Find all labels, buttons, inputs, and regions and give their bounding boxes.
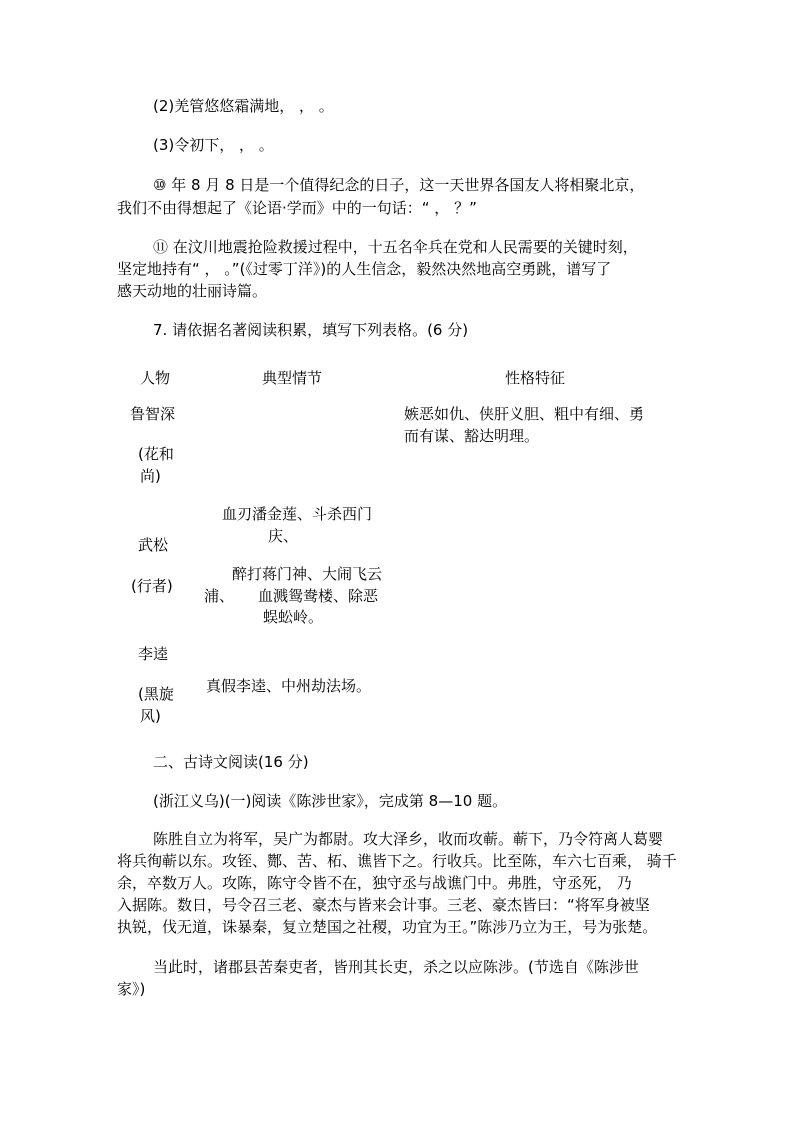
row2-name: 武松 xyxy=(138,536,169,554)
row3-alias-a: (黑旋 xyxy=(138,685,174,703)
passage-line: 余，卒数万人。攻陈，陈守令皆不在，独守丞与战谯门中。弗胜，守丞死， 乃 xyxy=(117,874,632,892)
passage-paragraph-2 xyxy=(117,956,692,1000)
question-11-line-b: 坚定地持有“ ， 。”(《过零丁洋》)的人生信念，毅然决然地高空勇跳，谱写了 xyxy=(117,260,612,278)
row1-alias-a: (花和 xyxy=(138,445,174,463)
row1-alias-b: 尚) xyxy=(140,467,161,485)
row2-plot-d1: 浦、 xyxy=(204,587,235,605)
row3-alias-b: 风) xyxy=(140,707,161,725)
row1-name: 鲁智深 xyxy=(130,405,176,423)
passage-line: 家》) xyxy=(117,980,146,998)
row2-alias: (行者) xyxy=(131,577,173,595)
poem-line-2: (2)羌管悠悠霜满地， ， 。 xyxy=(153,97,334,115)
passage-paragraph-1 xyxy=(117,828,692,938)
question-7: 7. 请依据名著阅读积累，填写下列表格。(6 分) xyxy=(153,321,469,339)
passage-line: 当此时，诸郡县苦秦吏者，皆刑其长吏，杀之以应陈涉。(节选自《陈涉世 xyxy=(153,958,639,976)
question-11-line-c: 感天动地的壮丽诗篇。 xyxy=(117,282,268,300)
row2-plot-a: 血刃潘金莲、斗杀西门 xyxy=(222,505,373,523)
question-10-line-a: ⑩ 年 8 月 8 日是一个值得纪念的日子，这一天世界各国友人将相聚北京， xyxy=(153,176,645,194)
passage-line: 入据陈。数日，号令召三老、豪杰与皆来会计事。三老、豪杰皆曰：“将军身被坚 xyxy=(117,896,650,914)
row1-trait-a: 嫉恶如仇、侠肝义胆、粗中有细、勇 xyxy=(404,405,645,423)
row2-plot-b: 庆、 xyxy=(268,527,299,545)
passage-line: 将兵徇蕲以东。攻铚、酂、苦、柘、谯皆下之。行收兵。比至陈，车六七百乘， 骑千 xyxy=(117,852,677,870)
row2-plot-e: 蜈蚣岭。 xyxy=(263,608,324,626)
passage-line: 陈胜自立为将军，吴广为都尉。攻大泽乡，收而攻蕲。蕲下，乃令符离人葛婴 xyxy=(153,830,664,848)
table-header-character: 人物 xyxy=(140,369,171,387)
table-header-plot: 典型情节 xyxy=(262,369,323,387)
row2-plot-c: 醉打蒋门神、大闹飞云 xyxy=(232,565,383,583)
section-2-subtitle: (浙江义乌)(一)阅读《陈涉世家》，完成第 8—10 题。 xyxy=(153,792,508,810)
row3-plot: 真假李逵、中州劫法场。 xyxy=(206,677,372,695)
passage-line: 执锐，伐无道，诛暴秦，复立楚国之社稷，功宜为王。”陈涉乃立为王，号为张楚。 xyxy=(117,918,658,936)
row2-plot-d2: 血溅鸳鸯楼、除恶 xyxy=(258,587,379,605)
table-header-trait: 性格特征 xyxy=(505,369,566,387)
poem-line-3: (3)令初下， ， 。 xyxy=(153,136,274,154)
row1-trait-b: 而有谋、豁达明理。 xyxy=(404,427,540,445)
question-11-line-a: ⑪ 在汶川地震抢险救援过程中，十五名伞兵在党和人民需要的关键时刻， xyxy=(153,238,638,256)
question-10-line-b: 我们不由得想起了《论语·学而》中的一句话：“ ， ？” xyxy=(117,199,477,217)
row3-name: 李逵 xyxy=(138,645,169,663)
section-2-title: 二、古诗文阅读(16 分) xyxy=(153,753,309,771)
